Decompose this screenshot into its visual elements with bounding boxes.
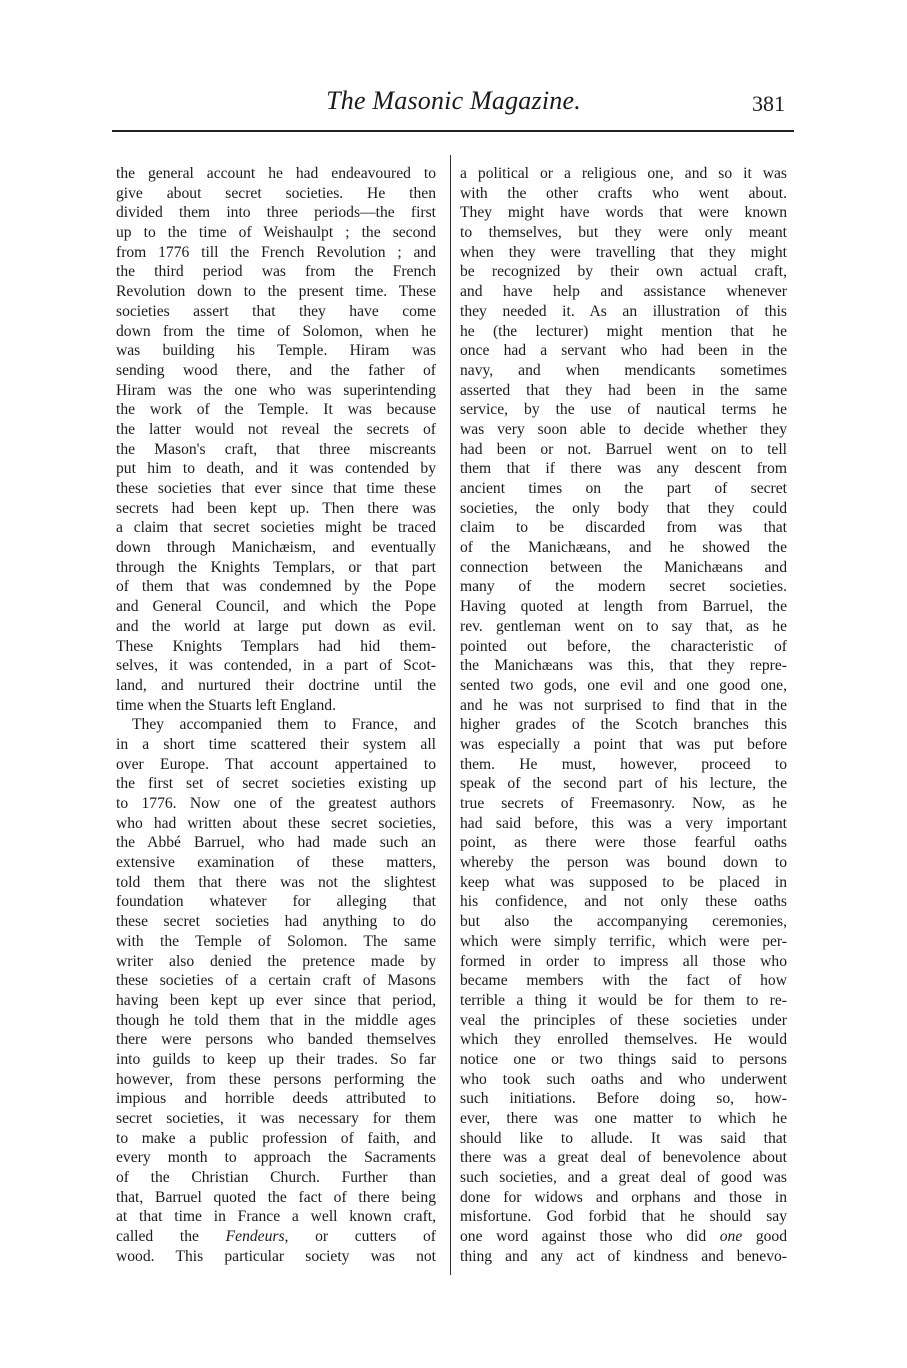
text-line: with the other crafts who went about. [460,184,787,202]
text-line: selves, it was contended, in a part of Scot- [116,657,436,675]
text-line: secrets had been kept up. Then there was [116,499,436,517]
text-line: These Knights Templars had hid them- [116,637,436,655]
text-line: when they were travelling that they might [460,243,787,261]
text-line: sending wood there, and the father of [116,361,436,379]
text-line-mixed [460,1227,787,1247]
text-line: claim to be discarded from was that [460,519,787,537]
text-line: secret societies, it was necessary for them [116,1110,436,1127]
text-line: the latter would not reveal the secrets of [116,420,436,438]
column-divider [450,155,451,1275]
text-line: from 1776 till the French Revolution ; and [116,243,436,261]
text-line: the Abbé Barruel, who had made such an [116,834,436,852]
text-line: which were simply terrific, which were per- [460,932,787,950]
text-line: ever, there was one matter to which he [460,1110,787,1127]
text-line: point, as there were those fearful oaths [460,834,787,852]
text-line: Hiram was the one who was superintending [116,381,436,399]
text-line: though he told them that in the middle ages [116,1011,436,1029]
text-line: such societies, and a great deal of good was [460,1169,787,1187]
text-line: over Europe. That account appertained to [116,755,436,773]
text-line: true secrets of Freemasonry. Now, as he [460,795,787,812]
text-fragment: called the [116,1228,199,1246]
header-rule [112,130,794,132]
text-line: and General Council, and which the Pope [116,598,436,616]
text-line: was especially a point that was put before [460,735,787,753]
text-line: through the Knights Templars, or that part [116,558,436,576]
text-line: connection between the Manichæans and [460,558,787,576]
text-line: impious and horrible deeds attributed to [116,1090,436,1108]
text-fragment: good [755,1228,788,1246]
text-line: asserted that they had been in the same [460,381,787,399]
text-line: societies, the only body that they could [460,499,787,517]
text-line: having been kept up ever since that period, [116,991,436,1009]
text-line: was very soon able to decide whether they [460,420,787,438]
text-line: they needed it. As an illustration of this [460,302,787,320]
text-line: with the Temple of Solomon. The same [116,932,436,950]
text-line: them. He must, however, proceed to [460,755,787,773]
text-line: be recognized by their own actual craft, [460,263,787,281]
text-line: notice one or two things said to persons [460,1050,787,1068]
text-line: such initiations. Before doing so, how- [460,1090,787,1108]
text-line: of them that was condemned by the Pope [116,578,436,596]
text-line: sented two gods, one evil and one good one, [460,676,787,694]
text-line: and the world at large put down as evil. [116,617,436,635]
text-line: but also the accompanying ceremonies, [460,913,787,931]
text-line: higher grades of the Scotch branches this [460,716,787,734]
text-line: misfortune. God forbid that he should say [460,1208,787,1226]
italic-term: one [719,1228,743,1246]
text-line: the work of the Temple. It was because [116,401,436,419]
text-line: and have help and assistance whenever [460,283,787,301]
text-line: to themselves, but they were only meant [460,224,787,242]
text-line: Revolution down to the present time. These [116,283,436,301]
text-line: service, by the use of nautical terms he [460,401,787,419]
text-line: to make a public profession of faith, and [116,1129,436,1147]
text-line: veal the principles of these societies under [460,1011,787,1029]
text-line: a political or a religious one, and so it was [460,165,787,182]
text-line: formed in order to impress all those who [460,952,787,970]
text-line: had said before, this was a very important [460,814,787,832]
text-line: who had written about these secret societies, [116,814,436,832]
text-line: ancient times on the part of secret [460,480,787,497]
text-line: of the Manichæans, and he showed the [460,539,787,557]
text-fragment: one word against those who did [460,1228,707,1246]
text-line: once had a servant who had been in the [460,342,787,360]
text-line: and he was not surprised to find that in the [460,696,787,714]
text-line: whereby the person was bound down to [460,854,787,872]
text-line: up to the time of Weishaulpt ; the second [116,224,436,242]
text-line: They might have words that were known [460,204,787,222]
text-line: that, Barruel quoted the fact of there being [116,1188,436,1206]
italic-term: Fendeurs, [225,1228,289,1246]
text-line: in a short time scattered their system all [116,735,436,753]
text-line: writer also denied the pretence made by [116,952,436,970]
text-line: them that if there was any descent from [460,460,787,478]
text-line: thing and any act of kindness and benevo- [460,1247,787,1265]
text-line: to 1776. Now one of the greatest authors [116,795,436,812]
text-line: there were persons who banded themselves [116,1031,436,1049]
text-line: time when the Stuarts left England. [116,696,336,714]
text-line: terrible a thing it would be for them to re- [460,991,787,1009]
text-line: many of the modern secret societies. [460,578,787,596]
right-column [460,164,787,1267]
text-line: was building his Temple. Hiram was [116,342,436,360]
text-line: which they enrolled themselves. He would [460,1031,787,1049]
text-line: speak of the second part of his lecture, the [460,775,787,793]
text-line: these secret societies had anything to do [116,913,436,931]
text-line: the Mason's craft, that three miscreants [116,440,436,458]
text-line: They accompanied them to France, and [132,716,436,734]
text-line: foundation whatever for alleging that [116,893,436,911]
text-line: the general account he had endeavoured to [116,165,436,182]
text-line: the third period was from the French [116,263,436,281]
text-line: who took such oaths and who underwent [460,1070,787,1088]
text-line: navy, and when mendicants sometimes [460,361,787,379]
text-line: a claim that secret societies might be traced [116,519,436,537]
text-line: told them that there was not the slightest [116,873,436,891]
text-line: his confidence, and not only these oaths [460,893,787,911]
text-line: put him to death, and it was contended by [116,460,436,478]
text-line: extensive examination of these matters, [116,854,436,872]
text-line: divided them into three periods—the first [116,204,436,222]
text-line: wood. This particular society was not [116,1247,436,1265]
text-line: these societies that ever since that time these [116,480,436,497]
text-line: these societies of a certain craft of Masons [116,972,436,990]
text-line-mixed [116,1227,436,1247]
text-line: the first set of secret societies existing up [116,775,436,793]
text-line: done for widows and orphans and those in [460,1188,787,1206]
text-line: of the Christian Church. Further than [116,1169,436,1187]
running-title: The Masonic Magazine. [326,86,581,115]
text-line: had been or not. Barruel went on to tell [460,440,787,458]
page-number: 381 [752,91,785,116]
text-line: give about secret societies. He then [116,184,436,202]
text-line: societies assert that they have come [116,302,436,320]
left-column [116,164,436,1267]
text-line: there was a great deal of benevolence about [460,1149,787,1167]
text-line: rev. gentleman went on to say that, as he [460,617,787,635]
text-line: down through Manichæism, and eventually [116,539,436,557]
text-line: however, from these persons performing the [116,1070,436,1088]
text-line: down from the time of Solomon, when he [116,322,436,340]
text-line: should like to allude. It was said that [460,1129,787,1147]
text-line: pointed out before, the characteristic of [460,637,787,655]
text-line: keep what was supposed to be placed in [460,873,787,891]
text-line: the Manichæans was this, that they repre- [460,657,787,675]
text-line: became members with the fact of how [460,972,787,990]
text-line: he (the lecturer) might mention that he [460,322,787,340]
text-line: every month to approach the Sacraments [116,1149,436,1167]
text-fragment: or cutters of [315,1228,436,1246]
text-line: Having quoted at length from Barruel, the [460,598,787,616]
text-line: at that time in France a well known craft, [116,1208,436,1226]
text-line: land, and nurtured their doctrine until the [116,676,436,694]
text-line: into guilds to keep up their trades. So far [116,1050,436,1068]
